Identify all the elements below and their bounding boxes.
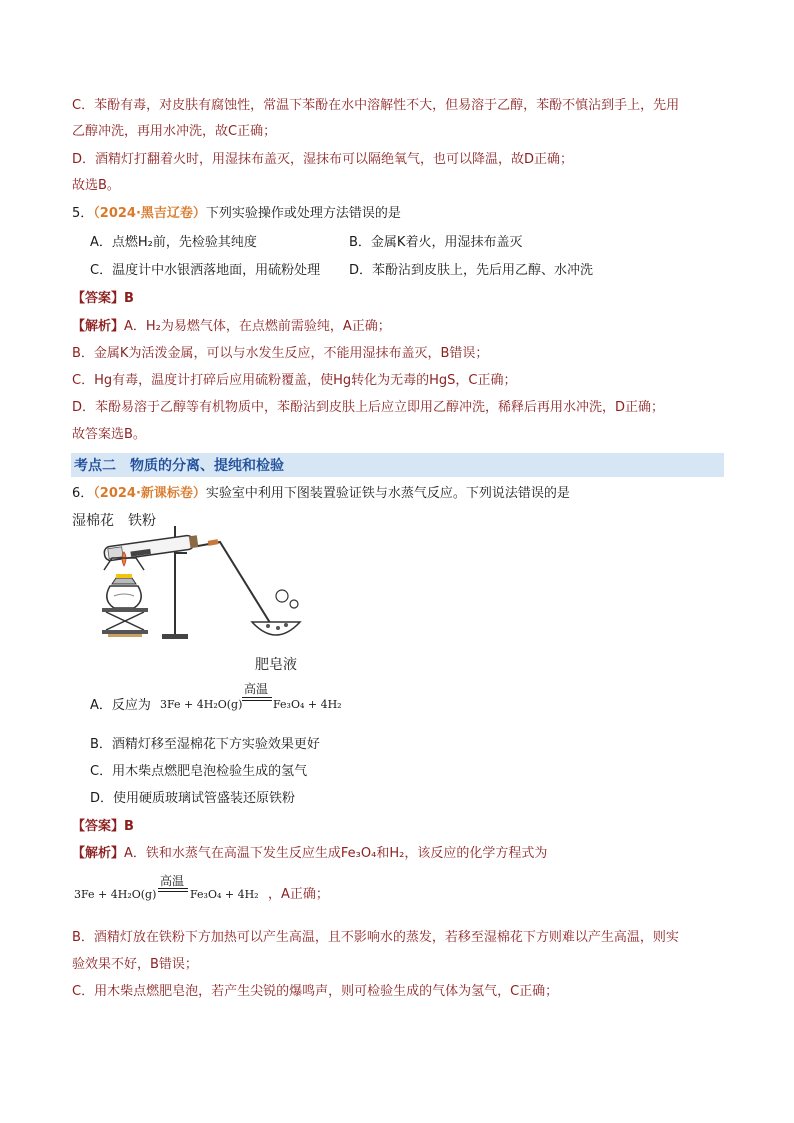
prev-analysis-d-line: D．酒精灯打翻着火时，用湿抹布盖灭，湿抹布可以隔绝氧气，也可以降温，故D正确； [72,152,574,167]
q6-option-c: C．用木柴点燃肥皂泡检验生成的氢气 [90,764,308,779]
apparatus-diagram [72,508,312,678]
q6-answer-value: B [124,819,134,834]
q6-option-a-eq-bar [242,697,272,698]
q6-analysis-label: 【解析】 [72,846,125,861]
q6-option-a-eq-condition: 高温 [244,682,269,696]
q5-analysis-a-text: A．H₂为易燃气体，在点燃前需验纯，A正确； [124,319,391,334]
section-title: 考点二 物质的分离、提纯和检验 [74,458,284,474]
q6-analysis-a1-text: A．铁和水蒸气在高温下发生反应生成Fe₃O₄和H₂，该反应的化学方程式为 [124,846,548,861]
q5-option-d: D．苯酚沾到皮肤上，先后用乙醇、水冲洗 [349,263,594,278]
q5-analysis-label: 【解析】 [72,319,125,334]
section-header [71,453,724,477]
q6-analysis-eq-bar [158,888,188,889]
q5-stem-line [72,204,401,224]
q6-analysis-eq-left: 3Fe + 4H₂O(g) [74,888,157,901]
label-iron-powder: 铁粉 [128,513,156,529]
q5-number: 5． [72,206,94,221]
q5-answer [72,289,134,309]
q6-answer-label: 【答案】 [72,819,125,834]
q6-answer [72,817,134,837]
prev-conclusion: 故选B。 [72,178,120,193]
q5-answer-label: 【答案】 [72,291,125,306]
q5-conclusion: 故答案选B。 [72,427,146,442]
q6-option-a-prefix: A．反应为 [90,698,151,713]
q6-analysis-a2-suffix: ，A正确； [268,887,329,902]
q6-analysis-c: C．用木柴点燃肥皂泡，若产生尖锐的爆鸣声，则可检验生成的气体为氢气，C正确； [72,984,559,999]
q5-stem: 下列实验操作或处理方法错误的是 [205,206,401,221]
q6-option-b: B．酒精灯移至湿棉花下方实验效果更好 [90,737,320,752]
label-soap-solution: 肥皂液 [255,657,297,673]
q6-analysis-eq-bar2 [158,891,188,892]
q6-analysis-eq-condition: 高温 [160,874,185,888]
q6-analysis-eq-right: Fe₃O₄ + 4H₂ [190,888,259,901]
label-wet-cotton: 湿棉花 [72,513,114,529]
prev-analysis-c-line1: C．苯酚有毒，对皮肤有腐蚀性，常温下苯酚在水中溶解性不大，但易溶于乙醇，苯酚不慎沾到手上，先用 [72,98,680,113]
q6-option-a-eq-left: 3Fe + 4H₂O(g) [160,698,243,711]
q6-stem: 实验室中利用下图装置验证铁与水蒸气反应。下列说法错误的是 [205,486,570,501]
q6-analysis-b2: 验效果不好，B错误； [72,957,198,972]
q5-analysis-a [72,317,391,337]
q6-analysis-b1: B．酒精灯放在铁粉下方加热可以产生高温，且不影响水的蒸发，若移至湿棉花下方则难以产生高温，则实 [72,930,679,945]
q6-analysis-a1 [72,844,547,864]
q6-option-a-eq-bar2 [242,700,272,701]
q5-analysis-c: C．Hg有毒，温度计打碎后应用硫粉覆盖，使Hg转化为无毒的HgS，C正确； [72,373,517,388]
q6-stem-line [72,484,570,504]
q5-answer-value: B [124,291,134,306]
q5-option-c: C．温度计中水银洒落地面，用硫粉处理 [90,263,321,278]
q5-source: （2024·黑吉辽卷） [93,206,206,221]
q5-option-a: A．点燃H₂前，先检验其纯度 [90,235,257,250]
apparatus-drawing [72,508,312,678]
q6-option-d: D．使用硬质玻璃试管盛装还原铁粉 [90,791,296,806]
q5-analysis-b: B．金属K为活泼金属，可以与水发生反应，不能用湿抹布盖灭，B错误； [72,346,489,361]
q5-option-b: B．金属K着火，用湿抹布盖灭 [349,235,523,250]
q6-number: 6． [72,486,94,501]
q6-option-a-eq-right: Fe₃O₄ + 4H₂ [273,698,342,711]
prev-analysis-c-line2: 乙醇冲洗，再用水冲洗，故C正确； [72,124,277,139]
q5-analysis-d: D．苯酚易溶于乙醇等有机物质中，苯酚沾到皮肤上后应立即用乙醇冲洗，稀释后再用水冲洗，D正确； [72,400,665,415]
q6-source: （2024·新课标卷） [93,486,206,501]
